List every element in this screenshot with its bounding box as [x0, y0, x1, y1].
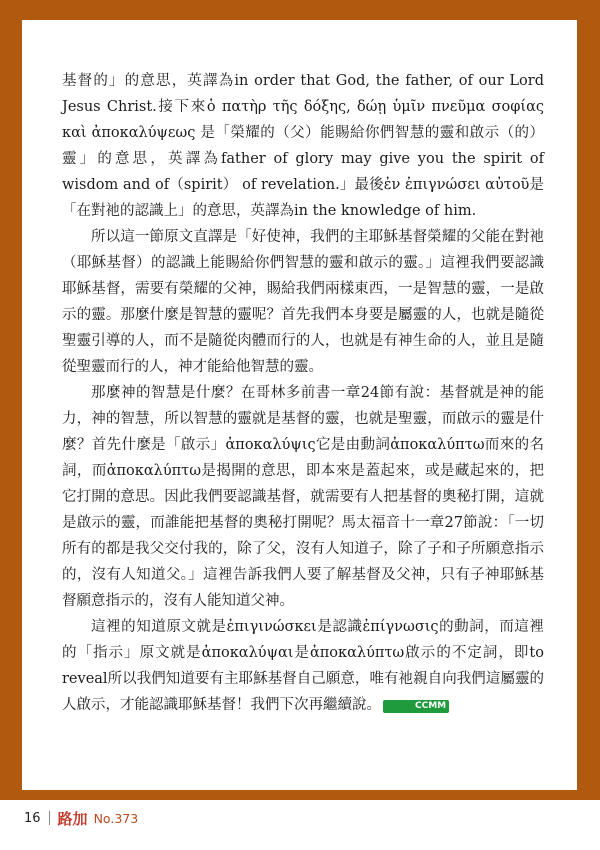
- paragraph-4-text: 這裡的知道原文就是ἐπιγινώσκει是認識ἐπίγνωσις的動詞，而這裡的「指示」原文就是ἀποκαλύψαι是ἀποκαλύπτω啟示的不定詞，即to reveal所以我們知道要有主耶穌基督自己願意，唯有祂親自向我們這屬靈的人啟示，才能認識耶穌基督！我們下次再繼續說。: [62, 619, 544, 713]
- ccmm-badge: CCMM: [383, 700, 449, 713]
- page-number: 16: [24, 810, 41, 826]
- paragraph-2: 所以這一節原文直譯是「好使神，我們的主耶穌基督榮耀的父能在對祂（耶穌基督）的認識上能賜給你們智慧的靈和啟示的靈。」這裡我們要認識耶穌基督，需要有榮耀的父神，賜給我們兩樣東西，一是智慧的靈，一是啟示的靈。那麼什麼是智慧的靈呢？首先我們本身要是屬靈的人，也就是隨從聖靈引導的人，而不是隨從肉體而行的人，也就是有神生命的人，並且是隨從聖靈而行的人，神才能給他智慧的靈。: [62, 229, 544, 375]
- magazine-title: 路加: [57, 809, 88, 828]
- paragraph-1: 基督的」的意思，英譯為in order that God, the father, of our Lord Jesus Christ.接下來ὁ πατὴρ τῆς δόξης, δώῃ ὑμῖν πνεῦμα σοφίας καὶ ἀποκαλύψεως 是「榮耀的（父）能賜給你們智慧的靈和啟示（的）靈」的意思，英譯為father of glory may give you the spirit of wisdom and of（spirit） of revelation.」最後ἐν ἐπιγνώσει αὐτοῦ是「在對祂的認識上」的意思，英譯為in the knowledge of him.: [62, 73, 544, 219]
- article-body: [62, 68, 544, 718]
- page-footer: [24, 808, 138, 828]
- issue-number: No.373: [93, 810, 139, 826]
- page-sheet: [22, 20, 577, 790]
- footer-divider: [49, 811, 50, 825]
- paragraph-3: 那麼神的智慧是什麼？在哥林多前書一章24節有說：基督就是神的能力，神的智慧，所以智慧的靈就是基督的靈，也就是聖靈，而啟示的靈是什麼？首先什麼是「啟示」ἀποκαλύψις它是由動詞ἀποκαλύπτω而來的名詞，而ἀποκαλύπτω是揭開的意思，即本來是蓋起來，或是藏起來的，把它打開的意思。因此我們要認識基督，就需要有人把基督的奧秘打開，這就是啟示的靈，而誰能把基督的奧秘打開呢？馬太福音十一章27節說：「一切所有的都是我父交付我的，除了父，沒有人知道子，除了子和子所願意指示的，沒有人知道父。」這裡告訴我們人要了解基督及父神，只有子神耶穌基督願意指示的，沒有人能知道父神。: [62, 385, 544, 609]
- paragraph-4: [62, 614, 544, 718]
